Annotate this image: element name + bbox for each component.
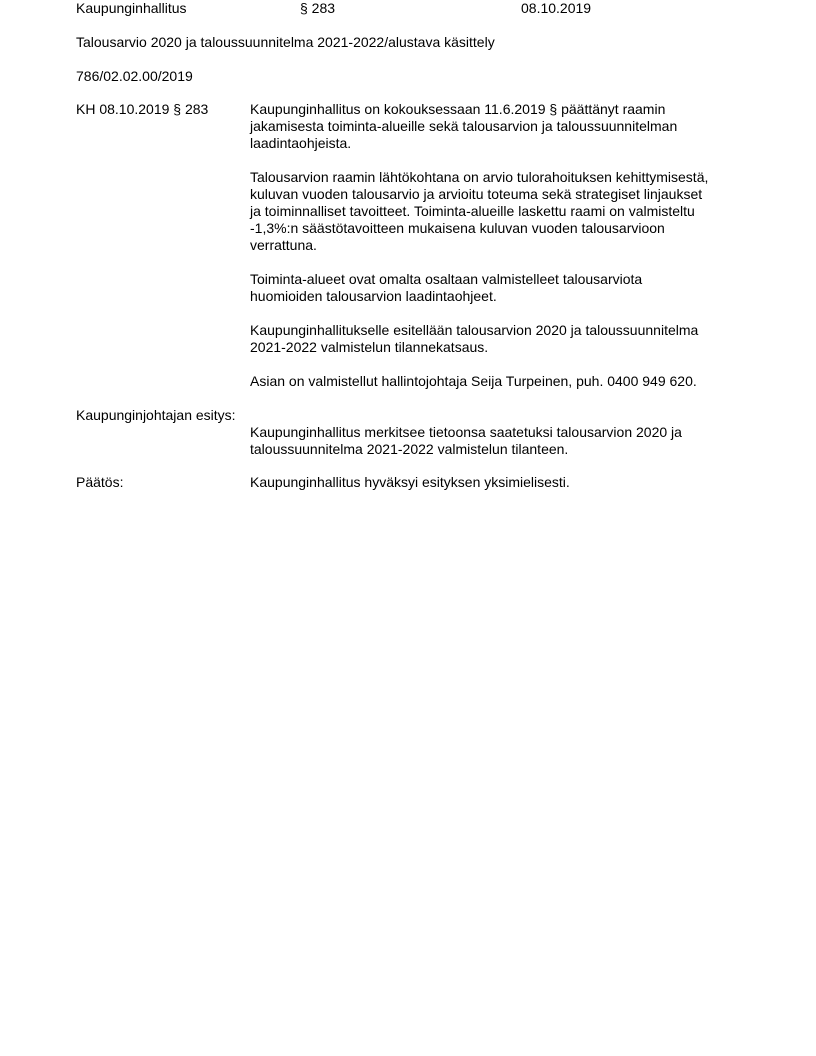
header-organ: Kaupunginhallitus — [76, 0, 187, 16]
preparation-paragraph-5 — [250, 373, 750, 390]
text-line: 2021-2022 valmistelun tilannekatsaus. — [250, 339, 489, 355]
text-line: Asian on valmistellut hallintojohtaja Seija Turpeinen, puh. 0400 949 620. — [250, 373, 697, 389]
decision-label: Päätös: — [76, 474, 124, 490]
text-line: laadintaohjeista. — [250, 135, 352, 151]
preparation-paragraph-2 — [250, 169, 750, 254]
text-line: Kaupunginhallitukselle esitellään talousarvion 2020 ja taloussuunnitelma — [250, 322, 699, 338]
proposal-body — [250, 424, 750, 458]
text-line: verrattuna. — [250, 237, 317, 253]
text-line: kuluvan vuoden talousarvio ja arvioitu toteuma sekä strategiset linjaukset — [250, 186, 703, 202]
record-number: 786/02.02.00/2019 — [76, 68, 193, 84]
item-title: Talousarvio 2020 ja taloussuunnitelma 2021-2022/alustava käsittely — [76, 34, 495, 50]
preparation-paragraph-1 — [250, 101, 750, 152]
text-line: jakamisesta toiminta-alueille sekä talousarvion ja taloussuunnitelman — [250, 118, 678, 134]
text-line: huomioiden talousarvion laadintaohjeet. — [250, 288, 497, 304]
text-line: Kaupunginhallitus merkitsee tietoonsa saatetuksi talousarvion 2020 ja — [250, 424, 682, 440]
preparation-paragraph-3 — [250, 271, 750, 305]
text-line: -1,3%:n säästötavoitteen mukaisena kuluvan vuoden talousarvioon — [250, 220, 665, 236]
decision-text: Kaupunginhallitus hyväksyi esityksen yksimielisesti. — [250, 474, 570, 490]
text-line: Talousarvion raamin lähtökohtana on arvio tulorahoituksen kehittymisestä, — [250, 169, 709, 185]
text-line: Toiminta-alueet ovat omalta osaltaan valmistelleet talousarviota — [250, 271, 643, 287]
preparation-paragraph-4 — [250, 322, 750, 356]
text-line: ja toiminnalliset tavoitteet. Toiminta-alueille laskettu raami on valmisteltu — [250, 203, 695, 219]
header-date: 08.10.2019 — [521, 0, 592, 16]
preparation-label: KH 08.10.2019 § 283 — [76, 101, 209, 117]
text-line: taloussuunnitelma 2021-2022 valmistelun tilanteen. — [250, 441, 569, 457]
text-line: Kaupunginhallitus on kokouksessaan 11.6.2019 § päättänyt raamin — [250, 101, 666, 117]
preparation-body — [250, 101, 750, 152]
header-section: § 283 — [300, 0, 336, 16]
proposal-label: Kaupunginjohtajan esitys: — [76, 407, 236, 423]
